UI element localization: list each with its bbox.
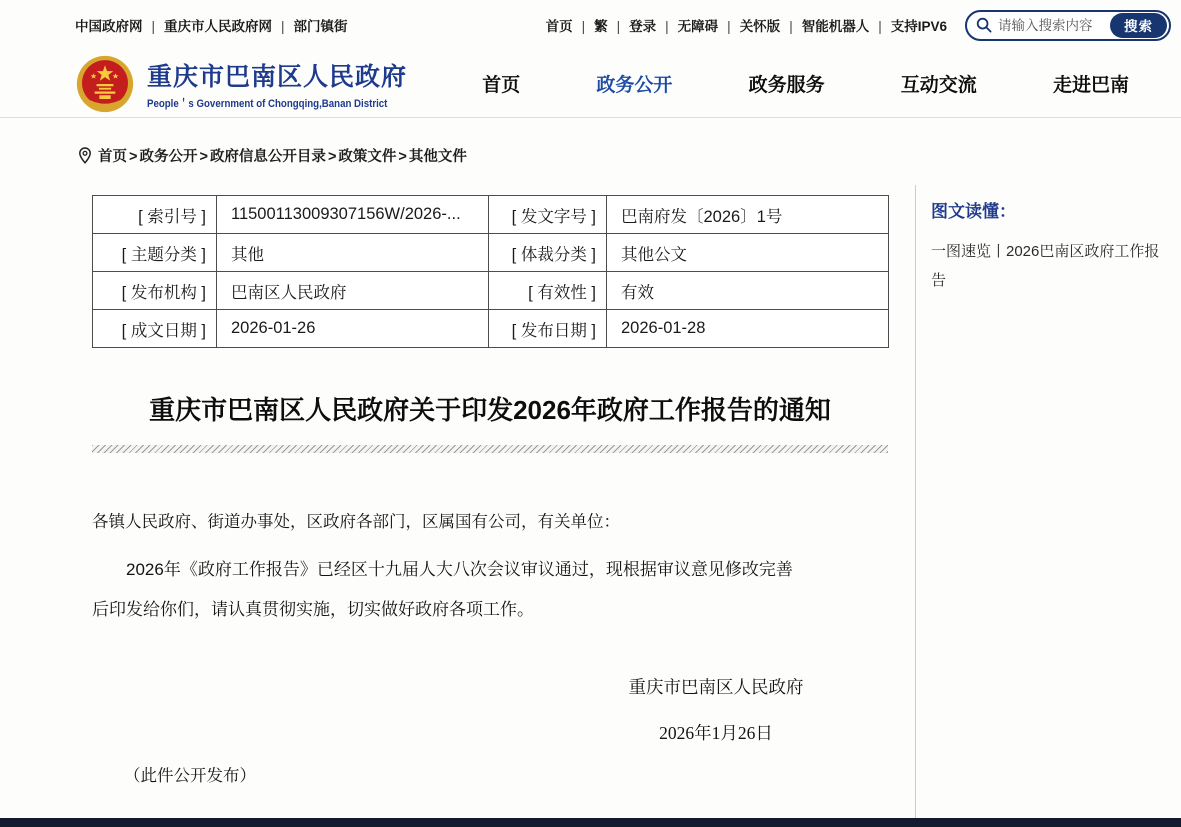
document-date: 2026年1月26日	[659, 723, 773, 743]
breadcrumb-other-files[interactable]: > 其他文件	[396, 145, 466, 166]
site-title: 重庆市巴南区人民政府	[147, 62, 408, 91]
meta-value-genre-class: 其他公文	[607, 234, 889, 272]
top-utility-bar	[0, 0, 1181, 50]
breadcrumb-home[interactable]: 首页	[98, 149, 127, 165]
table-row	[93, 310, 889, 348]
site-logo[interactable]	[75, 54, 135, 114]
sidebar-heading: 图文读懂：	[931, 202, 1016, 221]
link-traditional-chinese[interactable]: | 繁	[573, 15, 608, 35]
link-senior-mode[interactable]: | 关怀版	[718, 15, 780, 35]
nav-interaction[interactable]: 互动交流	[900, 75, 977, 96]
meta-value-written-date: 2026-01-26	[217, 310, 489, 348]
meta-label-issuer: [ 发布机构 ]	[93, 272, 217, 310]
meta-label-index-no: [ 索引号 ]	[93, 196, 217, 234]
breadcrumb-gov-disclosure[interactable]: > 政务公开	[127, 145, 197, 166]
document-meta-table	[92, 195, 889, 348]
meta-value-topic-class: 其他	[217, 234, 489, 272]
nav-about-banan[interactable]: 走进巴南	[1052, 75, 1129, 96]
breadcrumb-info-catalog[interactable]: > 政府信息公开目录	[197, 145, 325, 166]
link-home-top[interactable]: 首页	[545, 19, 573, 34]
footer-bar	[0, 818, 1181, 827]
topbar-left-links	[75, 15, 348, 35]
breadcrumb-policy-files[interactable]: > 政策文件	[326, 145, 396, 166]
signature-block	[540, 674, 892, 745]
table-row	[93, 234, 889, 272]
site-header	[0, 50, 1181, 118]
main-nav	[482, 70, 1129, 97]
table-row	[93, 272, 889, 310]
link-chatbot[interactable]: | 智能机器人	[780, 15, 869, 35]
meta-value-issuer: 巴南区人民政府	[217, 272, 489, 310]
meta-value-validity: 有效	[607, 272, 889, 310]
right-sidebar	[931, 197, 1167, 295]
site-subtitle: People＇s Government of Chongqing,Banan District	[147, 97, 388, 110]
link-accessibility[interactable]: | 无障碍	[656, 15, 718, 35]
meta-label-doc-no: [ 发文字号 ]	[489, 196, 607, 234]
document-title: 重庆市巴南区人民政府关于印发2026年政府工作报告的通知	[149, 395, 831, 425]
meta-value-doc-no: 巴南府发〔2026〕1号	[607, 196, 889, 234]
breadcrumb	[78, 145, 467, 166]
site-titles	[147, 57, 420, 111]
meta-value-index-no: 11500113009307156W/2026-...	[217, 196, 489, 234]
document-salutation: 各镇人民政府、街道办事处，区政府各部门，区属国有公司，有关单位：	[92, 513, 620, 531]
topbar-right-links	[546, 15, 947, 35]
search-icon	[976, 17, 992, 33]
document-paragraph: 2026年《政府工作报告》已经区十九届人大八次会议审议通过，现根据审议意见修改完善后印发给你们，请认真贯彻实施，切实做好政府各项工作。	[92, 560, 793, 619]
national-emblem-icon	[75, 54, 135, 114]
nav-home[interactable]: 首页	[482, 75, 521, 96]
search-button[interactable]: 搜索	[1110, 13, 1167, 38]
hatched-divider	[92, 445, 888, 453]
document-signer: 重庆市巴南区人民政府	[628, 677, 804, 697]
public-release-note: （此件公开发布）	[124, 766, 256, 785]
meta-label-topic-class: [ 主题分类 ]	[93, 234, 217, 272]
table-row	[93, 196, 889, 234]
sidebar-related-link[interactable]: 一图速览丨2026巴南区政府工作报告	[931, 243, 1160, 289]
meta-label-genre-class: [ 体裁分类 ]	[489, 234, 607, 272]
vertical-divider	[915, 185, 916, 818]
search-input[interactable]	[998, 18, 1110, 33]
link-chongqing-gov[interactable]: | 重庆市人民政府网	[143, 15, 273, 35]
meta-value-publish-date: 2026-01-28	[607, 310, 889, 348]
meta-label-publish-date: [ 发布日期 ]	[489, 310, 607, 348]
meta-label-written-date: [ 成文日期 ]	[93, 310, 217, 348]
nav-gov-disclosure[interactable]: 政务公开	[596, 75, 673, 96]
link-departments[interactable]: | 部门镇街	[272, 15, 348, 35]
link-ipv6[interactable]: | 支持IPV6	[869, 15, 947, 35]
location-pin-icon	[78, 147, 92, 164]
nav-gov-services[interactable]: 政务服务	[748, 75, 825, 96]
link-china-gov[interactable]: 中国政府网	[75, 19, 143, 34]
link-login[interactable]: | 登录	[608, 15, 657, 35]
search-box	[965, 10, 1171, 41]
meta-label-validity: [ 有效性 ]	[489, 272, 607, 310]
